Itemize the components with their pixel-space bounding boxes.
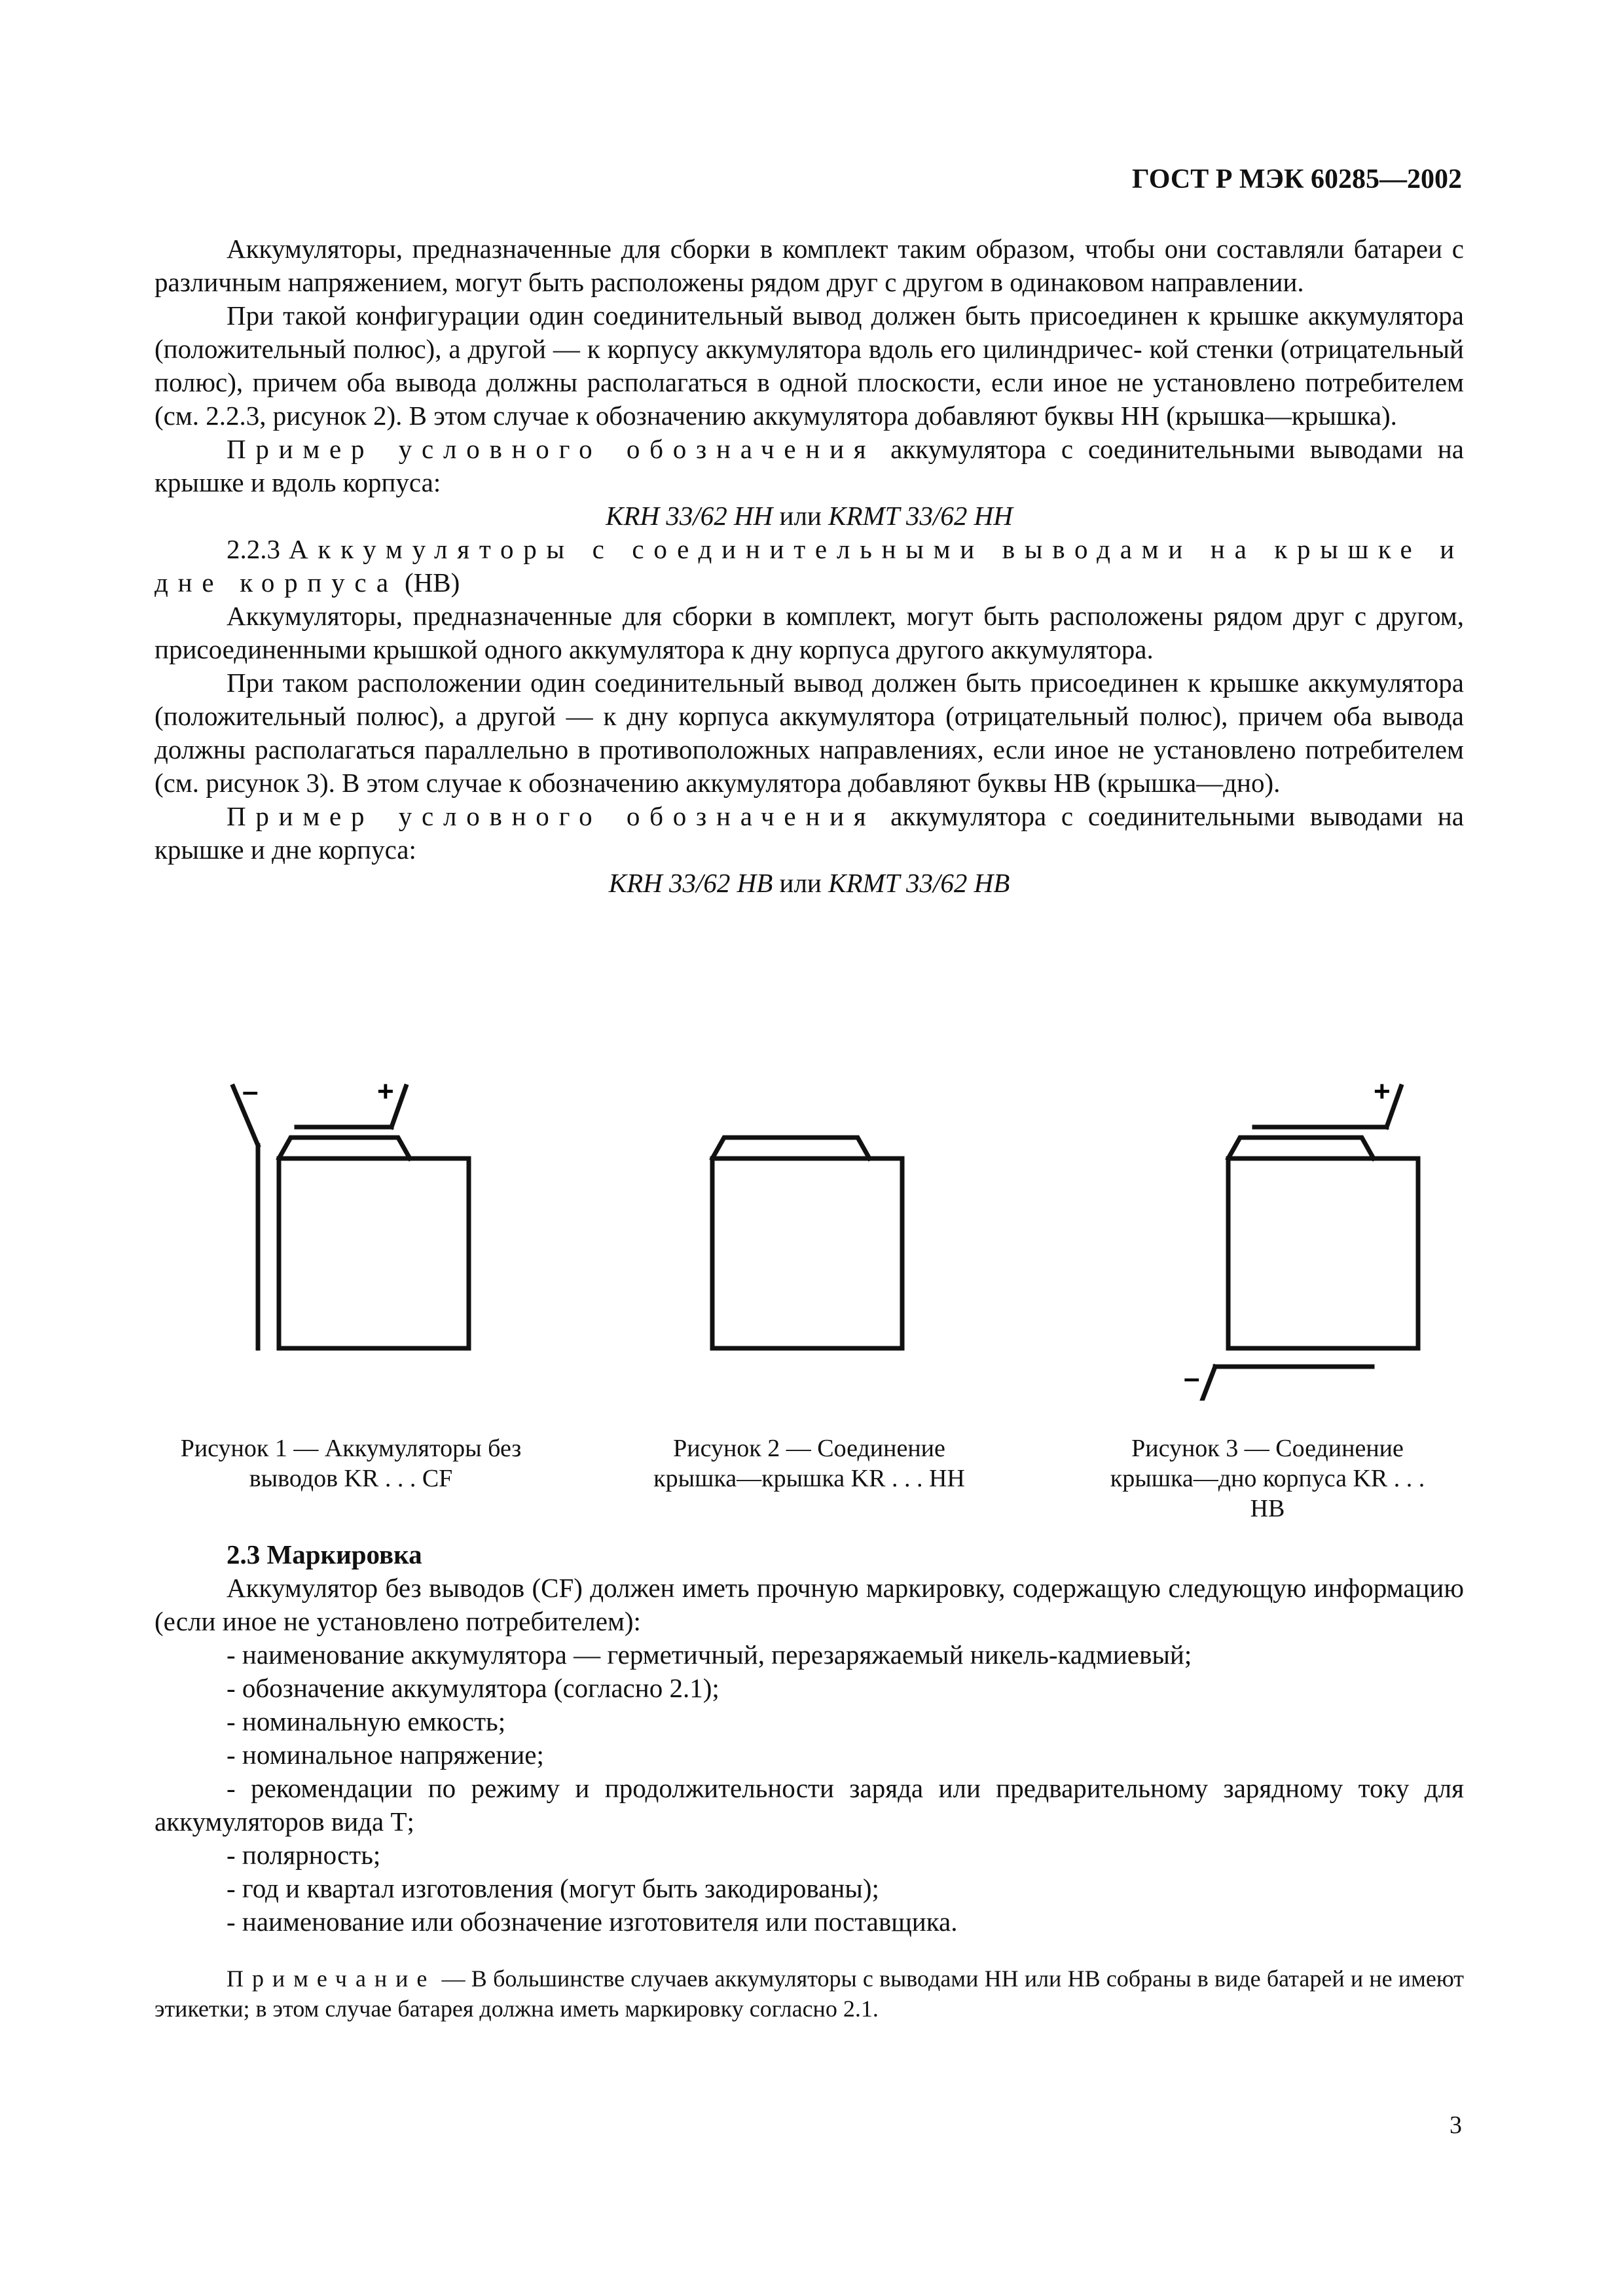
figures-row — [155, 1073, 1464, 1545]
list-item: - обозначение аккумулятора (согласно 2.1); — [227, 1673, 720, 1703]
heading-title: Маркировка — [266, 1539, 422, 1570]
list-item: - номинальное напряжение; — [227, 1740, 544, 1770]
figure-2-caption — [613, 1433, 1006, 1494]
figure-3-battery-cap-bottom — [1176, 1073, 1425, 1401]
plus-sign: + — [1374, 1075, 1391, 1107]
paragraph: При таком расположении один соединительный вывод должен быть присоединен к крышке аккумулятора (положительный полюс), а другой — к дну корпуса аккумулятора (отрицательный полюс), причем оба вывода должны располагаться параллельно в противоположных направлениях, если иное не установлено потребителем (см. рисунок 3). В этом случае к обозначению аккумулятора добавляют буквы НВ (крышка—дно). — [155, 668, 1464, 798]
figure-3-caption — [1071, 1433, 1464, 1524]
battery-body — [1228, 1158, 1418, 1348]
figure-1-battery-no-leads — [220, 1073, 482, 1374]
battery-cap — [279, 1138, 410, 1158]
paragraph: Аккумуляторы, предназначенные для сборки в комплект, могут быть расположены рядом друг с другом, присоединенными крышкой одного аккумулятора к дну корпуса другого аккумулятора. — [155, 601, 1464, 664]
example-text: аккумулятора с соединительными выводами на крышке и дне корпуса: — [155, 801, 1464, 865]
example-label: Пример условного обозначения — [227, 434, 876, 464]
designation-b: KRMT 33/62 HB — [828, 868, 1010, 898]
caption-line: крышка—крышка KR . . . HH — [653, 1465, 965, 1492]
battery-cap — [712, 1138, 869, 1158]
negative-lead-end — [1202, 1367, 1215, 1401]
example-paragraph — [155, 800, 1464, 867]
minus-sign: – — [242, 1075, 259, 1107]
list-item: - наименование или обозначение изготовителя или поставщика. — [227, 1907, 958, 1937]
designation-b: KRMT 33/62 HH — [828, 501, 1013, 531]
section-223-heading — [155, 533, 1464, 600]
section-title: Аккумуляторы с соединительными выводами на крышке и дне корпуса — [155, 534, 1464, 598]
figure-1-drawing — [220, 1073, 482, 1374]
list-item: - рекомендации по режиму и продолжительности заряда или предварительному зарядному току для аккумуляторов вида Т; — [155, 1773, 1464, 1837]
figure-3-drawing — [1176, 1073, 1425, 1401]
section-number: 2.2.3 — [227, 534, 289, 564]
list-item: - номинальную емкость; — [227, 1706, 506, 1736]
body-text — [155, 232, 1464, 900]
plus-sign: + — [377, 1075, 394, 1107]
standard-header: ГОСТ Р МЭК 60285—2002 — [1132, 164, 1462, 194]
note-label: Примечание — [227, 1965, 436, 1992]
designation-a: KRH 33/62 HH — [606, 501, 773, 531]
caption-line: Рисунок 2 — Соединение — [673, 1435, 945, 1462]
paragraph: При такой конфигурации один соединительный вывод должен быть присоединен к крышке аккумулятора (положительный полюс), а другой — к корпусу аккумулятора вдоль его цилиндричес- кой стенки (отрицательный полюс), причем оба вывода должны располагаться в одной плоскости, если иное не установлено потребителем (см. 2.2.3, рисунок 2). В этом случае к обозначению аккумулятора добавляют буквы НН (крышка—крышка). — [155, 300, 1464, 431]
caption-line: Рисунок 3 — Соединение — [1131, 1435, 1404, 1462]
paragraph: Аккумуляторы, предназначенные для сборки в комплект таким образом, чтобы они составляли батареи с различным напряжением, могут быть расположены рядом друг с другом в одинаковом направлении. — [155, 234, 1464, 297]
caption-line: выводов KR . . . CF — [249, 1465, 453, 1492]
marking-list — [155, 1638, 1464, 1939]
example-text: аккумулятора с соединительными выводами на крышке и вдоль корпуса: — [155, 434, 1464, 497]
designation-example — [155, 499, 1464, 533]
battery-body — [712, 1158, 902, 1348]
battery-cap — [1228, 1138, 1374, 1158]
paragraph: Аккумулятор без выводов (CF) должен иметь прочную маркировку, содержащую следующую информацию (если иное не установлено потребителем): — [155, 1573, 1464, 1636]
list-item: - год и квартал изготовления (могут быть закодированы); — [227, 1873, 879, 1903]
minus-sign: – — [1184, 1362, 1200, 1394]
designation-conjunction: или — [773, 501, 829, 531]
section-suffix: (НВ) — [397, 567, 460, 598]
note — [155, 1964, 1464, 2024]
section-23-marking — [155, 1538, 1464, 1939]
heading-number: 2.3 — [227, 1539, 261, 1570]
page-number: 3 — [1450, 2111, 1462, 2139]
figure-2-drawing — [698, 1073, 934, 1374]
example-label: Пример условного обозначения — [227, 801, 876, 831]
section-23-heading — [155, 1538, 1464, 1571]
caption-line: крышка—дно корпуса KR . . . — [1110, 1465, 1425, 1492]
caption-line: HB — [1250, 1495, 1285, 1522]
list-item: - наименование аккумулятора — герметичный, перезаряжаемый никель-кадмиевый; — [227, 1640, 1192, 1670]
note-text: — В большинстве случаев аккумуляторы с выводами НН или НВ собраны в виде батарей и не имеют этикетки; в этом случае батарея должна иметь маркировку согласно 2.1. — [155, 1965, 1464, 2022]
list-item: - полярность; — [227, 1840, 381, 1870]
example-paragraph — [155, 433, 1464, 499]
designation-a: KRH 33/62 HB — [608, 868, 773, 898]
battery-body — [279, 1158, 469, 1348]
figure-1-caption — [155, 1433, 547, 1494]
designation-conjunction: или — [773, 868, 829, 898]
caption-line: Рисунок 1 — Аккумуляторы без — [180, 1435, 522, 1462]
figure-2-battery-cap-cap — [698, 1073, 934, 1374]
designation-example — [155, 867, 1464, 900]
